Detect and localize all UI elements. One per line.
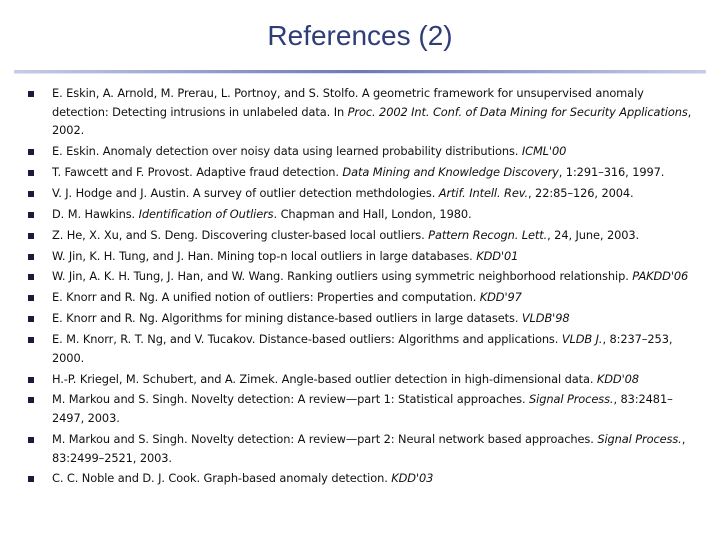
reference-item [28,267,693,286]
square-bullet-icon [28,254,34,260]
reference-details: , 83:2481–2497, 2003. [52,392,673,426]
reference-text: W. Jin, K. H. Tung, and J. Han. Mining top-n local outliers in large databases. [52,248,477,263]
reference-text: E. Eskin, A. Arnold, M. Prerau, L. Portnoy, and S. Stolfo. A geometric framework for unsupervised anomaly detection: Detecting intrusions in unlabeled data. In [52,86,644,119]
square-bullet-icon [28,316,34,322]
reference-details: , 83:2499–2521, 2003. [52,431,686,465]
reference-item [28,390,693,427]
reference-item [28,84,693,140]
square-bullet-icon [28,476,34,482]
reference-item [28,330,693,367]
reference-venue: Signal Process. [529,392,614,407]
square-bullet-icon [28,337,34,343]
square-bullet-icon [28,437,34,443]
reference-item [28,430,693,467]
reference-venue: KDD'97 [479,290,522,305]
reference-item [28,163,693,182]
reference-text: W. Jin, A. K. H. Tung, J. Han, and W. Wang. Ranking outliers using symmetric neighborhood relationship. [52,269,633,284]
reference-details: . Chapman and Hall, London, 1980. [273,206,472,221]
reference-text: M. Markou and S. Singh. Novelty detection: A review—part 1: Statistical approaches. [52,392,530,407]
reference-venue: Identification of Outliers [138,206,274,221]
square-bullet-icon [28,170,34,176]
reference-item [28,469,693,488]
reference-venue: KDD'08 [596,371,639,386]
reference-item [28,247,693,266]
reference-text: E. Knorr and R. Ng. A unified notion of outliers: Properties and computation. [52,290,480,305]
reference-item [28,370,693,389]
reference-venue: VLDB J. [561,332,603,347]
reference-venue: Signal Process. [597,431,682,446]
title-divider [14,70,706,73]
reference-venue: Data Mining and Knowledge Discovery [342,164,559,179]
reference-details: , 2002. [52,104,692,138]
reference-venue: Pattern Recogn. Lett. [428,227,548,242]
square-bullet-icon [28,274,34,280]
reference-list [28,84,693,488]
reference-venue: Proc. 2002 Int. Conf. of Data Mining for Security Applications [347,104,688,119]
reference-item [28,142,693,161]
reference-item [28,288,693,307]
reference-item [28,226,693,245]
square-bullet-icon [28,397,34,403]
reference-details: , 24, June, 2003. [547,227,640,242]
reference-venue: VLDB'98 [521,311,570,326]
reference-text: E. Eskin. Anomaly detection over noisy data using learned probability distributions. [52,144,522,159]
square-bullet-icon [28,191,34,197]
reference-item [28,184,693,203]
slide-title: References (2) [267,20,453,51]
square-bullet-icon [28,233,34,239]
square-bullet-icon [28,212,34,218]
reference-text: D. M. Hawkins. [52,206,139,221]
reference-text: C. C. Noble and D. J. Cook. Graph-based anomaly detection. [52,471,392,486]
reference-venue: KDD'03 [391,471,434,486]
reference-text: M. Markou and S. Singh. Novelty detection: A review—part 2: Neural network based approaches. [52,431,598,446]
reference-text: H.-P. Kriegel, M. Schubert, and A. Zimek. Angle-based outlier detection in high-dimensional data. [52,371,597,386]
reference-venue: PAKDD'06 [632,269,689,284]
square-bullet-icon [28,377,34,383]
square-bullet-icon [28,91,34,97]
reference-item [28,309,693,328]
reference-venue: Artif. Intell. Rev. [438,185,528,200]
square-bullet-icon [28,149,34,155]
reference-details: , 1:291–316, 1997. [558,164,665,179]
reference-details: , 22:85–126, 2004. [528,185,634,200]
reference-text: E. M. Knorr, R. T. Ng, and V. Tucakov. Distance-based outliers: Algorithms and applications. [52,332,562,347]
reference-text: E. Knorr and R. Ng. Algorithms for mining distance-based outliers in large datasets. [52,311,522,326]
reference-text: V. J. Hodge and J. Austin. A survey of outlier detection methdologies. [52,185,439,200]
reference-text: T. Fawcett and F. Provost. Adaptive fraud detection. [52,164,343,179]
reference-text: Z. He, X. Xu, and S. Deng. Discovering cluster-based local outliers. [52,227,429,242]
reference-venue: KDD'01 [476,248,519,263]
reference-venue: ICML'00 [521,144,567,159]
square-bullet-icon [28,295,34,301]
reference-item [28,205,693,224]
reference-details: , 8:237–253, 2000. [52,332,673,365]
